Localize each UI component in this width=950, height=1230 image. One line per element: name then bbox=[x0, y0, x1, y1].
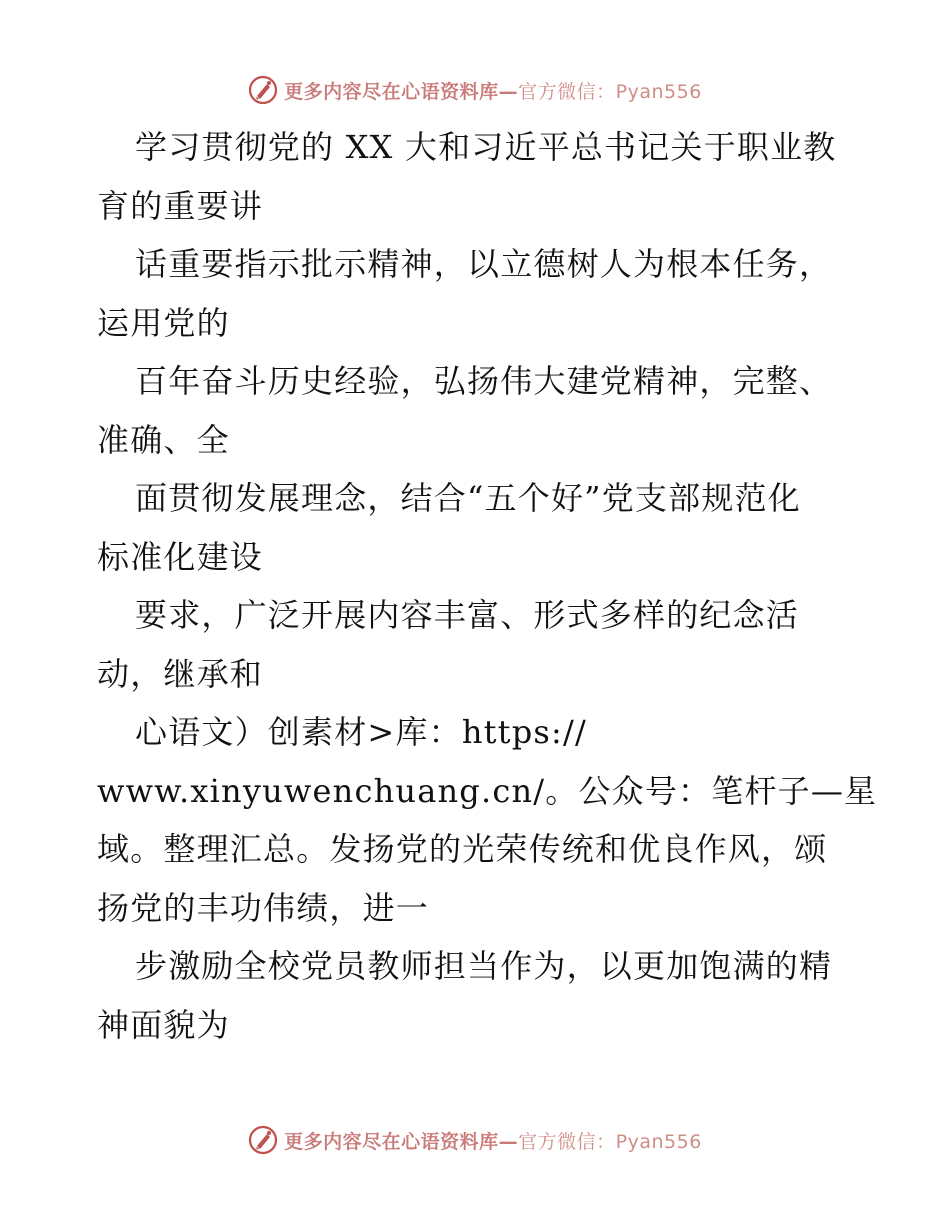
header-banner-text bbox=[284, 77, 702, 104]
body-line-8: 标准化建设 bbox=[97, 537, 264, 576]
header-banner-wechat: 官方微信：Pyan556 bbox=[518, 80, 702, 103]
body-line-13: 域。整理汇总。发扬党的光荣传统和优良作风，颂 bbox=[97, 830, 828, 868]
body-line-11: 心语文）创素材>库：https:// bbox=[135, 713, 587, 751]
body-line-15: 步激励全校党员教师担当作为，以更加饱满的精 bbox=[135, 947, 833, 985]
body-line-16: 神面貌为 bbox=[97, 1005, 230, 1044]
pen-logo-icon bbox=[248, 75, 278, 105]
footer-banner-inner bbox=[248, 1125, 702, 1155]
body-line-6: 准确、全 bbox=[97, 420, 230, 459]
footer-banner bbox=[0, 1120, 950, 1160]
body-line-9: 要求，广泛开展内容丰富、形式多样的纪念活 bbox=[135, 596, 800, 634]
body-line-7: 面贯彻发展理念，结合“五个好”党支部规范化 bbox=[135, 479, 801, 517]
body-line-3: 话重要指示批示精神，以立德树人为根本任务， bbox=[135, 245, 833, 283]
pen-logo-icon bbox=[248, 1125, 278, 1155]
body-line-1: 学习贯彻党的 XX 大和习近平总书记关于职业教 bbox=[135, 128, 837, 166]
document-body bbox=[97, 118, 878, 1054]
footer-banner-title: 更多内容尽在心语资料库— bbox=[284, 1130, 519, 1153]
footer-banner-wechat: 官方微信：Pyan556 bbox=[518, 1130, 702, 1153]
body-line-2: 育的重要讲 bbox=[97, 186, 264, 225]
header-banner bbox=[0, 70, 950, 110]
body-line-12: www.xinyuwenchuang.cn/。公众号：笔杆子—星 bbox=[97, 771, 878, 810]
body-line-10: 动，继承和 bbox=[97, 654, 264, 693]
body-line-4: 运用党的 bbox=[97, 303, 230, 342]
header-banner-inner bbox=[248, 75, 702, 105]
body-line-14: 扬党的丰功伟绩，进一 bbox=[97, 888, 430, 927]
body-line-5: 百年奋斗历史经验，弘扬伟大建党精神，完整、 bbox=[135, 362, 833, 400]
footer-banner-text bbox=[284, 1127, 702, 1154]
header-banner-title: 更多内容尽在心语资料库— bbox=[284, 80, 519, 103]
